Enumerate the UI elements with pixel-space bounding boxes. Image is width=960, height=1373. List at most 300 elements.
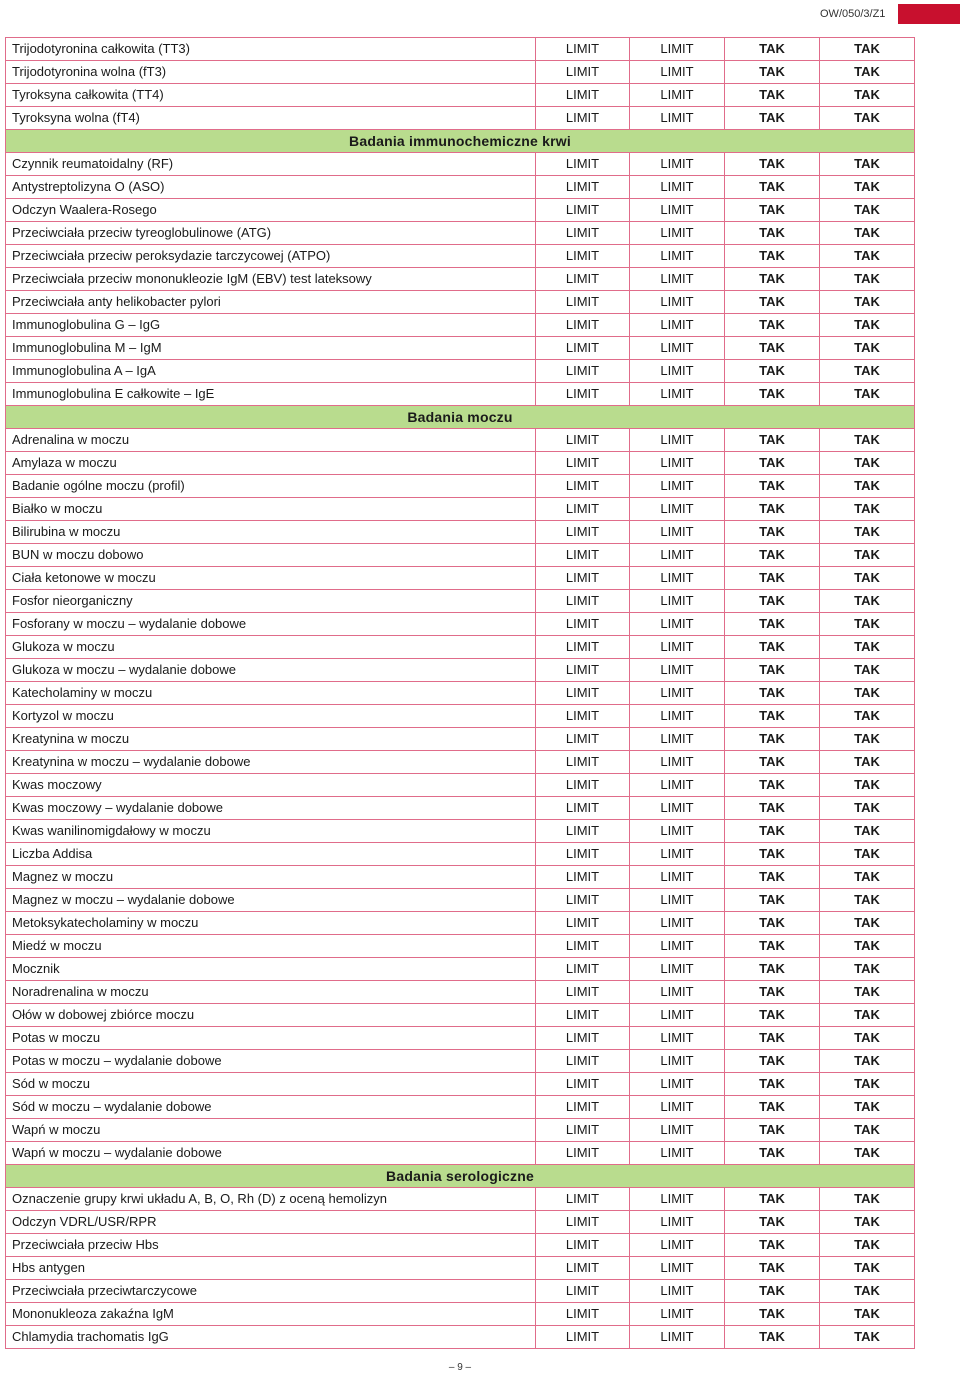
limit-cell: LIMIT: [536, 843, 630, 866]
availability-cell: TAK: [725, 38, 820, 61]
limit-cell: LIMIT: [536, 1050, 630, 1073]
limit-cell: LIMIT: [630, 935, 725, 958]
limit-cell: LIMIT: [536, 1004, 630, 1027]
limit-cell: LIMIT: [536, 544, 630, 567]
table-row: [6, 176, 915, 199]
test-name-cell: Amylaza w moczu: [6, 452, 536, 475]
availability-cell: TAK: [820, 1280, 915, 1303]
limit-cell: LIMIT: [536, 935, 630, 958]
limit-cell: LIMIT: [536, 1280, 630, 1303]
availability-cell: TAK: [820, 981, 915, 1004]
availability-cell: TAK: [725, 1234, 820, 1257]
limit-cell: LIMIT: [536, 383, 630, 406]
table-row: [6, 475, 915, 498]
limit-cell: LIMIT: [536, 1188, 630, 1211]
availability-cell: TAK: [725, 521, 820, 544]
availability-cell: TAK: [820, 935, 915, 958]
table-row: [6, 981, 915, 1004]
tests-table-body: [6, 38, 915, 1349]
table-row: [6, 245, 915, 268]
limit-cell: LIMIT: [630, 222, 725, 245]
test-name-cell: Magnez w moczu: [6, 866, 536, 889]
availability-cell: TAK: [725, 705, 820, 728]
availability-cell: TAK: [820, 199, 915, 222]
limit-cell: LIMIT: [630, 613, 725, 636]
availability-cell: TAK: [820, 866, 915, 889]
test-name-cell: Metoksykatecholaminy w moczu: [6, 912, 536, 935]
availability-cell: TAK: [820, 1211, 915, 1234]
test-name-cell: Kreatynina w moczu – wydalanie dobowe: [6, 751, 536, 774]
limit-cell: LIMIT: [630, 843, 725, 866]
limit-cell: LIMIT: [536, 774, 630, 797]
table-row: [6, 705, 915, 728]
table-row: [6, 521, 915, 544]
limit-cell: LIMIT: [630, 176, 725, 199]
limit-cell: LIMIT: [630, 1211, 725, 1234]
page-number: – 9 –: [448, 1362, 472, 1373]
test-name-cell: Oznaczenie grupy krwi układu A, B, O, Rh (D) z oceną hemolizyn: [6, 1188, 536, 1211]
limit-cell: LIMIT: [630, 659, 725, 682]
test-name-cell: Antystreptolizyna O (ASO): [6, 176, 536, 199]
limit-cell: LIMIT: [536, 1096, 630, 1119]
test-name-cell: Przeciwciała przeciw mononukleozie IgM (EBV) test lateksowy: [6, 268, 536, 291]
test-name-cell: Fosfor nieorganiczny: [6, 590, 536, 613]
availability-cell: TAK: [725, 245, 820, 268]
limit-cell: LIMIT: [630, 199, 725, 222]
availability-cell: TAK: [820, 820, 915, 843]
limit-cell: LIMIT: [630, 360, 725, 383]
test-name-cell: Odczyn VDRL/USR/RPR: [6, 1211, 536, 1234]
table-row: [6, 1234, 915, 1257]
availability-cell: TAK: [820, 659, 915, 682]
limit-cell: LIMIT: [536, 429, 630, 452]
table-row: [6, 636, 915, 659]
availability-cell: TAK: [820, 176, 915, 199]
test-name-cell: Sód w moczu: [6, 1073, 536, 1096]
test-name-cell: Potas w moczu – wydalanie dobowe: [6, 1050, 536, 1073]
test-name-cell: Glukoza w moczu – wydalanie dobowe: [6, 659, 536, 682]
limit-cell: LIMIT: [536, 705, 630, 728]
availability-cell: TAK: [820, 268, 915, 291]
table-row: [6, 1280, 915, 1303]
limit-cell: LIMIT: [536, 981, 630, 1004]
availability-cell: TAK: [725, 1188, 820, 1211]
limit-cell: LIMIT: [630, 337, 725, 360]
availability-cell: TAK: [725, 1096, 820, 1119]
limit-cell: LIMIT: [536, 912, 630, 935]
table-row: [6, 1142, 915, 1165]
test-name-cell: Katecholaminy w moczu: [6, 682, 536, 705]
availability-cell: TAK: [820, 498, 915, 521]
availability-cell: TAK: [820, 314, 915, 337]
limit-cell: LIMIT: [536, 314, 630, 337]
availability-cell: TAK: [725, 383, 820, 406]
availability-cell: TAK: [820, 1073, 915, 1096]
limit-cell: LIMIT: [536, 682, 630, 705]
availability-cell: TAK: [820, 84, 915, 107]
limit-cell: LIMIT: [630, 636, 725, 659]
availability-cell: TAK: [820, 912, 915, 935]
section-title: Badania serologiczne: [6, 1165, 915, 1188]
availability-cell: TAK: [820, 751, 915, 774]
test-name-cell: Trijodotyronina wolna (fT3): [6, 61, 536, 84]
limit-cell: LIMIT: [536, 728, 630, 751]
table-row: [6, 958, 915, 981]
limit-cell: LIMIT: [536, 1257, 630, 1280]
availability-cell: TAK: [725, 61, 820, 84]
availability-cell: TAK: [820, 337, 915, 360]
limit-cell: LIMIT: [630, 245, 725, 268]
limit-cell: LIMIT: [536, 38, 630, 61]
table-row: [6, 199, 915, 222]
limit-cell: LIMIT: [630, 544, 725, 567]
test-name-cell: Tyroksyna całkowita (TT4): [6, 84, 536, 107]
availability-cell: TAK: [820, 153, 915, 176]
limit-cell: LIMIT: [630, 107, 725, 130]
limit-cell: LIMIT: [630, 1280, 725, 1303]
availability-cell: TAK: [725, 636, 820, 659]
availability-cell: TAK: [725, 1050, 820, 1073]
table-row: [6, 360, 915, 383]
limit-cell: LIMIT: [630, 912, 725, 935]
test-name-cell: Mononukleoza zakaźna IgM: [6, 1303, 536, 1326]
availability-cell: TAK: [725, 751, 820, 774]
table-row: [6, 268, 915, 291]
limit-cell: LIMIT: [536, 751, 630, 774]
limit-cell: LIMIT: [630, 268, 725, 291]
limit-cell: LIMIT: [536, 1326, 630, 1349]
limit-cell: LIMIT: [630, 314, 725, 337]
limit-cell: LIMIT: [536, 659, 630, 682]
limit-cell: LIMIT: [536, 107, 630, 130]
availability-cell: TAK: [820, 521, 915, 544]
availability-cell: TAK: [820, 1050, 915, 1073]
table-row: [6, 498, 915, 521]
availability-cell: TAK: [725, 222, 820, 245]
limit-cell: LIMIT: [630, 682, 725, 705]
limit-cell: LIMIT: [536, 84, 630, 107]
availability-cell: TAK: [725, 1211, 820, 1234]
table-row: [6, 1303, 915, 1326]
table-row: [6, 1073, 915, 1096]
test-name-cell: Kreatynina w moczu: [6, 728, 536, 751]
availability-cell: TAK: [725, 935, 820, 958]
availability-cell: TAK: [725, 613, 820, 636]
limit-cell: LIMIT: [536, 613, 630, 636]
limit-cell: LIMIT: [630, 751, 725, 774]
availability-cell: TAK: [725, 429, 820, 452]
availability-cell: TAK: [725, 682, 820, 705]
limit-cell: LIMIT: [536, 153, 630, 176]
availability-cell: TAK: [820, 843, 915, 866]
availability-cell: TAK: [725, 1280, 820, 1303]
table-row: [6, 659, 915, 682]
table-row: [6, 797, 915, 820]
limit-cell: LIMIT: [536, 889, 630, 912]
limit-cell: LIMIT: [536, 590, 630, 613]
limit-cell: LIMIT: [536, 199, 630, 222]
limit-cell: LIMIT: [536, 498, 630, 521]
limit-cell: LIMIT: [630, 291, 725, 314]
limit-cell: LIMIT: [536, 820, 630, 843]
availability-cell: TAK: [820, 958, 915, 981]
table-row: [6, 912, 915, 935]
availability-cell: TAK: [820, 383, 915, 406]
document-code: OW/050/3/Z1: [820, 8, 886, 20]
section-header-row: [6, 406, 915, 429]
table-row: [6, 843, 915, 866]
table-row: [6, 1119, 915, 1142]
test-name-cell: Immunoglobulina G – IgG: [6, 314, 536, 337]
limit-cell: LIMIT: [630, 567, 725, 590]
availability-cell: TAK: [725, 268, 820, 291]
availability-cell: TAK: [725, 820, 820, 843]
test-name-cell: Fosforany w moczu – wydalanie dobowe: [6, 613, 536, 636]
limit-cell: LIMIT: [536, 360, 630, 383]
test-name-cell: Wapń w moczu – wydalanie dobowe: [6, 1142, 536, 1165]
test-name-cell: Glukoza w moczu: [6, 636, 536, 659]
limit-cell: LIMIT: [536, 1211, 630, 1234]
availability-cell: TAK: [820, 1119, 915, 1142]
availability-cell: TAK: [820, 452, 915, 475]
availability-cell: TAK: [820, 1027, 915, 1050]
availability-cell: TAK: [725, 843, 820, 866]
table-row: [6, 61, 915, 84]
limit-cell: LIMIT: [536, 61, 630, 84]
limit-cell: LIMIT: [630, 452, 725, 475]
limit-cell: LIMIT: [536, 521, 630, 544]
limit-cell: LIMIT: [536, 797, 630, 820]
section-title: Badania moczu: [6, 406, 915, 429]
table-row: [6, 222, 915, 245]
section-title: Badania immunochemiczne krwi: [6, 130, 915, 153]
availability-cell: TAK: [820, 1303, 915, 1326]
limit-cell: LIMIT: [630, 1234, 725, 1257]
availability-cell: TAK: [820, 1004, 915, 1027]
table-row: [6, 820, 915, 843]
limit-cell: LIMIT: [630, 153, 725, 176]
limit-cell: LIMIT: [630, 889, 725, 912]
availability-cell: TAK: [725, 912, 820, 935]
availability-cell: TAK: [725, 452, 820, 475]
test-name-cell: Immunoglobulina A – IgA: [6, 360, 536, 383]
availability-cell: TAK: [820, 797, 915, 820]
limit-cell: LIMIT: [536, 1027, 630, 1050]
test-name-cell: Noradrenalina w moczu: [6, 981, 536, 1004]
limit-cell: LIMIT: [630, 958, 725, 981]
test-name-cell: Bilirubina w moczu: [6, 521, 536, 544]
availability-cell: TAK: [820, 291, 915, 314]
test-name-cell: Przeciwciała przeciw tyreoglobulinowe (ATG): [6, 222, 536, 245]
table-row: [6, 429, 915, 452]
availability-cell: TAK: [820, 1234, 915, 1257]
limit-cell: LIMIT: [630, 61, 725, 84]
table-row: [6, 751, 915, 774]
tests-table: [5, 37, 915, 1349]
availability-cell: TAK: [820, 1257, 915, 1280]
test-name-cell: Przeciwciała przeciwtarczycowe: [6, 1280, 536, 1303]
availability-cell: TAK: [725, 958, 820, 981]
limit-cell: LIMIT: [536, 636, 630, 659]
test-name-cell: Odczyn Waalera-Rosego: [6, 199, 536, 222]
table-row: [6, 1211, 915, 1234]
availability-cell: TAK: [820, 429, 915, 452]
limit-cell: LIMIT: [536, 176, 630, 199]
availability-cell: TAK: [725, 728, 820, 751]
table-row: [6, 567, 915, 590]
availability-cell: TAK: [820, 222, 915, 245]
availability-cell: TAK: [725, 1073, 820, 1096]
limit-cell: LIMIT: [630, 1050, 725, 1073]
availability-cell: TAK: [725, 475, 820, 498]
availability-cell: TAK: [820, 774, 915, 797]
limit-cell: LIMIT: [630, 590, 725, 613]
availability-cell: TAK: [725, 337, 820, 360]
availability-cell: TAK: [820, 705, 915, 728]
test-name-cell: Przeciwciała anty helikobacter pylori: [6, 291, 536, 314]
availability-cell: TAK: [725, 774, 820, 797]
availability-cell: TAK: [725, 1142, 820, 1165]
availability-cell: TAK: [820, 475, 915, 498]
limit-cell: LIMIT: [536, 452, 630, 475]
section-header-row: [6, 1165, 915, 1188]
test-name-cell: Tyroksyna wolna (fT4): [6, 107, 536, 130]
table-row: [6, 728, 915, 751]
availability-cell: TAK: [725, 889, 820, 912]
table-row: [6, 314, 915, 337]
test-name-cell: Wapń w moczu: [6, 1119, 536, 1142]
availability-cell: TAK: [725, 314, 820, 337]
limit-cell: LIMIT: [630, 475, 725, 498]
availability-cell: TAK: [820, 613, 915, 636]
table-row: [6, 590, 915, 613]
test-name-cell: Badanie ogólne moczu (profil): [6, 475, 536, 498]
table-row: [6, 1326, 915, 1349]
test-name-cell: Przeciwciała przeciw peroksydazie tarczycowej (ATPO): [6, 245, 536, 268]
limit-cell: LIMIT: [536, 475, 630, 498]
availability-cell: TAK: [820, 1096, 915, 1119]
limit-cell: LIMIT: [536, 567, 630, 590]
limit-cell: LIMIT: [536, 268, 630, 291]
table-row: [6, 107, 915, 130]
test-name-cell: Mocznik: [6, 958, 536, 981]
test-name-cell: Trijodotyronina całkowita (TT3): [6, 38, 536, 61]
table-row: [6, 1027, 915, 1050]
limit-cell: LIMIT: [630, 1073, 725, 1096]
limit-cell: LIMIT: [536, 222, 630, 245]
limit-cell: LIMIT: [630, 383, 725, 406]
table-row: [6, 866, 915, 889]
availability-cell: TAK: [820, 61, 915, 84]
limit-cell: LIMIT: [536, 1073, 630, 1096]
table-row: [6, 84, 915, 107]
availability-cell: TAK: [820, 682, 915, 705]
test-name-cell: Miedź w moczu: [6, 935, 536, 958]
availability-cell: TAK: [725, 590, 820, 613]
availability-cell: TAK: [820, 245, 915, 268]
availability-cell: TAK: [725, 567, 820, 590]
test-name-cell: Kwas wanilinomigdałowy w moczu: [6, 820, 536, 843]
limit-cell: LIMIT: [630, 1004, 725, 1027]
table-row: [6, 544, 915, 567]
availability-cell: TAK: [725, 498, 820, 521]
test-name-cell: Ciała ketonowe w moczu: [6, 567, 536, 590]
test-name-cell: Hbs antygen: [6, 1257, 536, 1280]
availability-cell: TAK: [725, 1303, 820, 1326]
test-name-cell: Białko w moczu: [6, 498, 536, 521]
table-row: [6, 1257, 915, 1280]
test-name-cell: Ołów w dobowej zbiórce moczu: [6, 1004, 536, 1027]
limit-cell: LIMIT: [630, 774, 725, 797]
availability-cell: TAK: [820, 360, 915, 383]
limit-cell: LIMIT: [536, 337, 630, 360]
availability-cell: TAK: [820, 590, 915, 613]
availability-cell: TAK: [820, 567, 915, 590]
table-row: [6, 889, 915, 912]
availability-cell: TAK: [725, 1326, 820, 1349]
limit-cell: LIMIT: [630, 1119, 725, 1142]
test-name-cell: Chlamydia trachomatis IgG: [6, 1326, 536, 1349]
availability-cell: TAK: [725, 1027, 820, 1050]
limit-cell: LIMIT: [630, 498, 725, 521]
availability-cell: TAK: [725, 1004, 820, 1027]
availability-cell: TAK: [725, 84, 820, 107]
limit-cell: LIMIT: [536, 245, 630, 268]
limit-cell: LIMIT: [536, 1234, 630, 1257]
availability-cell: TAK: [725, 199, 820, 222]
test-name-cell: Adrenalina w moczu: [6, 429, 536, 452]
header-accent-tab: [898, 4, 960, 24]
availability-cell: TAK: [725, 360, 820, 383]
table-row: [6, 452, 915, 475]
table-row: [6, 682, 915, 705]
availability-cell: TAK: [820, 1326, 915, 1349]
availability-cell: TAK: [725, 797, 820, 820]
limit-cell: LIMIT: [630, 1326, 725, 1349]
test-name-cell: Czynnik reumatoidalny (RF): [6, 153, 536, 176]
limit-cell: LIMIT: [630, 1188, 725, 1211]
limit-cell: LIMIT: [630, 1257, 725, 1280]
test-name-cell: BUN w moczu dobowo: [6, 544, 536, 567]
limit-cell: LIMIT: [536, 866, 630, 889]
availability-cell: TAK: [820, 636, 915, 659]
table-row: [6, 291, 915, 314]
test-name-cell: Immunoglobulina M – IgM: [6, 337, 536, 360]
availability-cell: TAK: [820, 107, 915, 130]
limit-cell: LIMIT: [630, 797, 725, 820]
availability-cell: TAK: [725, 107, 820, 130]
limit-cell: LIMIT: [536, 958, 630, 981]
limit-cell: LIMIT: [630, 1303, 725, 1326]
table-row: [6, 337, 915, 360]
availability-cell: TAK: [820, 889, 915, 912]
test-name-cell: Kwas moczowy: [6, 774, 536, 797]
test-name-cell: Sód w moczu – wydalanie dobowe: [6, 1096, 536, 1119]
limit-cell: LIMIT: [630, 38, 725, 61]
limit-cell: LIMIT: [630, 981, 725, 1004]
table-row: [6, 613, 915, 636]
availability-cell: TAK: [725, 659, 820, 682]
limit-cell: LIMIT: [536, 1119, 630, 1142]
availability-cell: TAK: [820, 1188, 915, 1211]
availability-cell: TAK: [725, 1257, 820, 1280]
test-name-cell: Przeciwciała przeciw Hbs: [6, 1234, 536, 1257]
limit-cell: LIMIT: [630, 866, 725, 889]
availability-cell: TAK: [820, 544, 915, 567]
limit-cell: LIMIT: [630, 521, 725, 544]
limit-cell: LIMIT: [630, 1096, 725, 1119]
test-name-cell: Potas w moczu: [6, 1027, 536, 1050]
